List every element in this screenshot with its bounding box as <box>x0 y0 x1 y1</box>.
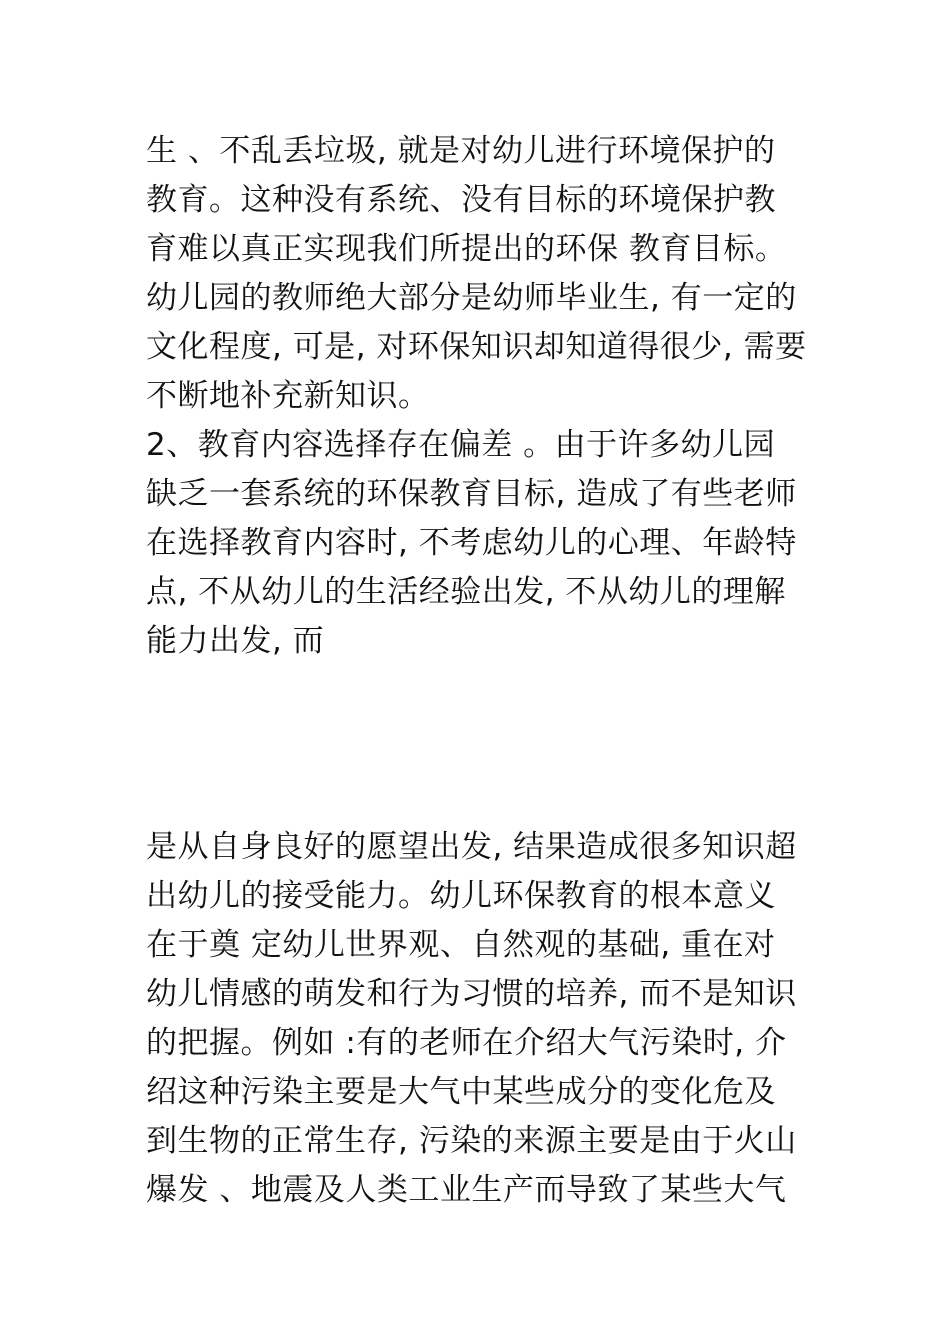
text-line: 点, 不从幼儿的生活经验出发, 不从幼儿的理解 <box>146 574 786 610</box>
text-line: 不断地补充新知识。 <box>146 378 430 414</box>
text-line: 生 、不乱丢垃圾, 就是对幼儿进行环境保护的 <box>146 133 776 169</box>
text-line: 教育。这种没有系统、没有目标的环境保护教 <box>146 182 776 218</box>
text-block-2 <box>146 823 826 1215</box>
text-line: 是从自身良好的愿望出发, 结果造成很多知识超 <box>146 829 797 865</box>
text-line: 爆发 、地震及人类工业生产而导致了某些大气 <box>146 1172 787 1208</box>
text-line: 能力出发, 而 <box>146 623 325 659</box>
text-line: 到生物的正常生存, 污染的来源主要是由于火山 <box>146 1123 797 1159</box>
text-line: 绍这种污染主要是大气中某些成分的变化危及 <box>146 1074 776 1110</box>
text-line: 幼儿情感的萌发和行为习惯的培养, 而不是知识 <box>146 976 797 1012</box>
text-line: 出幼儿的接受能力。幼儿环保教育的根本意义 <box>146 878 776 914</box>
text-line: 的把握。例如 :有的老师在介绍大气污染时, 介 <box>146 1025 787 1061</box>
text-line: 文化程度, 可是, 对环保知识却知道得很少, 需要 <box>146 329 807 365</box>
text-line: 育难以真正实现我们所提出的环保 教育目标。 <box>146 231 787 267</box>
text-line: 幼儿园的教师绝大部分是幼师毕业生, 有一定的 <box>146 280 797 316</box>
text-line: 2、教育内容选择存在偏差 。由于许多幼儿园 <box>146 427 776 463</box>
text-line: 缺乏一套系统的环保教育目标, 造成了有些老师 <box>146 476 797 512</box>
text-line: 在选择教育内容时, 不考虑幼儿的心理、年龄特 <box>146 525 797 561</box>
text-line: 在于奠 定幼儿世界观、自然观的基础, 重在对 <box>146 927 776 963</box>
text-block-1 <box>146 127 826 666</box>
